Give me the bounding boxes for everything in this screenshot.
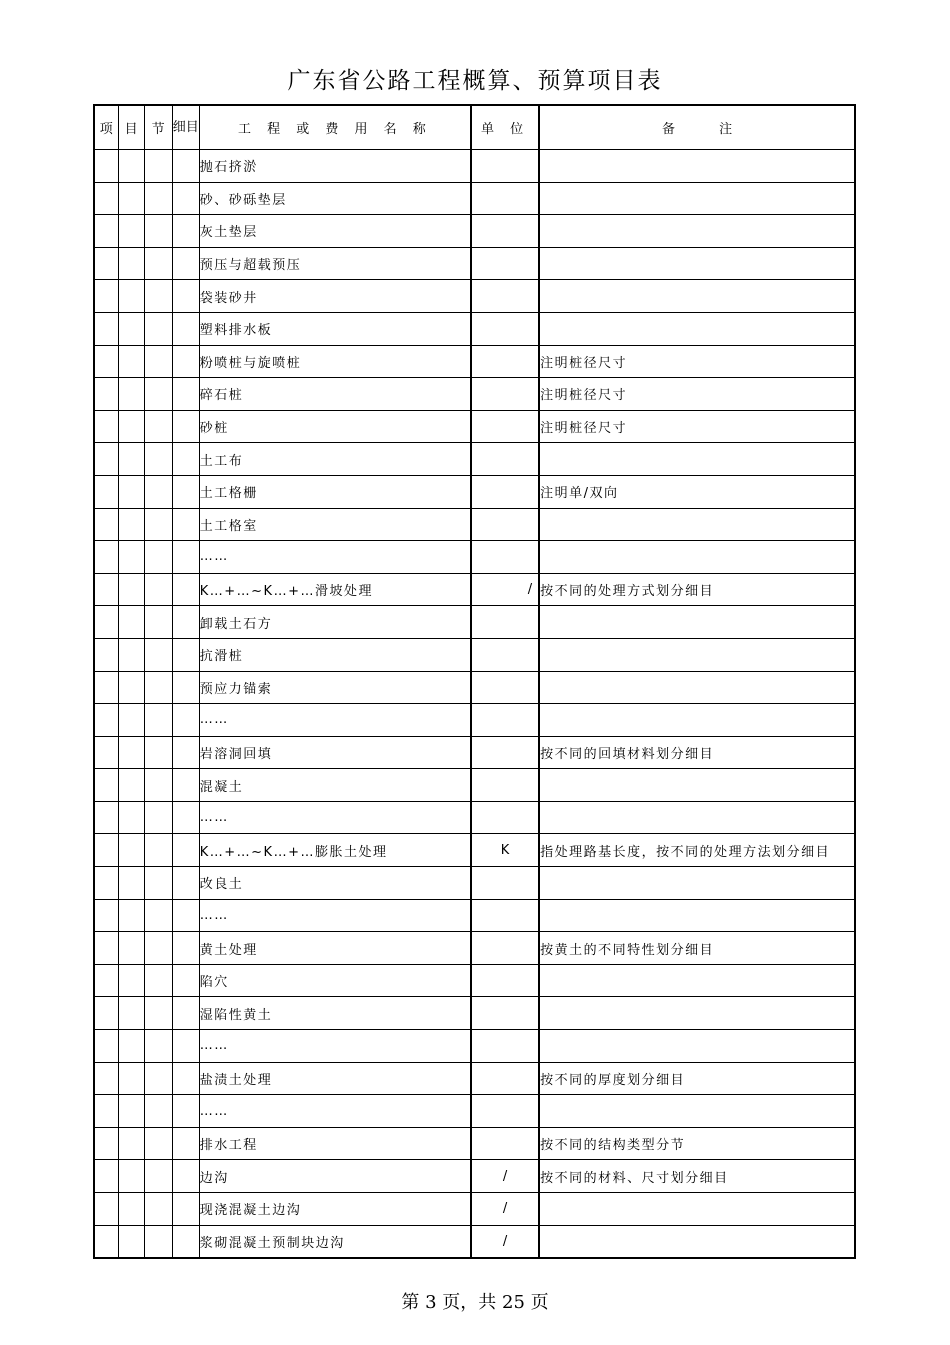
cell-note	[539, 769, 855, 802]
cell-jie	[144, 704, 172, 737]
cell-jie	[144, 1225, 172, 1258]
cell-name: 土工格室	[199, 508, 471, 541]
cell-note: 注明单/双向	[539, 475, 855, 508]
cell-unit	[471, 378, 539, 411]
cell-unit	[471, 997, 539, 1030]
cell-name: 盐渍土处理	[199, 1062, 471, 1095]
table-row	[94, 1095, 855, 1128]
cell-mu	[118, 1160, 144, 1193]
cell-xiang	[94, 736, 118, 769]
cell-xiang	[94, 378, 118, 411]
cell-mu	[118, 932, 144, 965]
cell-unit	[471, 410, 539, 443]
cell-ximu	[172, 1225, 199, 1258]
cell-ximu	[172, 1062, 199, 1095]
cell-note: 指处理路基长度，按不同的处理方法划分细目	[539, 834, 855, 867]
cell-name: 现浇混凝土边沟	[199, 1193, 471, 1226]
cell-note	[539, 867, 855, 900]
table-row	[94, 508, 855, 541]
cell-ximu	[172, 215, 199, 248]
cell-ximu	[172, 834, 199, 867]
cell-xiang	[94, 1193, 118, 1226]
page-title: 广东省公路工程概算、预算项目表	[287, 68, 663, 94]
cell-name: 碎石桩	[199, 378, 471, 411]
table-row	[94, 638, 855, 671]
table-row	[94, 247, 855, 280]
cell-name: 排水工程	[199, 1127, 471, 1160]
cell-unit	[471, 638, 539, 671]
cell-unit	[471, 704, 539, 737]
cell-unit	[471, 475, 539, 508]
cell-ximu	[172, 964, 199, 997]
cell-name: 预压与超载预压	[199, 247, 471, 280]
cell-xiang	[94, 1062, 118, 1095]
cell-note	[539, 215, 855, 248]
cell-ximu	[172, 410, 199, 443]
cell-xiang	[94, 932, 118, 965]
cell-mu	[118, 475, 144, 508]
cell-mu	[118, 1225, 144, 1258]
cell-ximu	[172, 475, 199, 508]
cell-xiang	[94, 1030, 118, 1063]
table-row	[94, 1062, 855, 1095]
cell-note	[539, 671, 855, 704]
cell-note: 注明桩径尺寸	[539, 345, 855, 378]
cell-jie	[144, 475, 172, 508]
cell-xiang	[94, 834, 118, 867]
cell-jie	[144, 671, 172, 704]
cell-jie	[144, 443, 172, 476]
table-body	[94, 150, 855, 1259]
cell-unit: /	[471, 573, 539, 606]
cell-mu	[118, 867, 144, 900]
cell-mu	[118, 736, 144, 769]
cell-ximu	[172, 280, 199, 313]
cell-xiang	[94, 280, 118, 313]
cell-note	[539, 1095, 855, 1128]
cell-ximu	[172, 150, 199, 183]
cell-mu	[118, 215, 144, 248]
cell-note	[539, 964, 855, 997]
cell-ximu	[172, 932, 199, 965]
cell-note	[539, 704, 855, 737]
cell-ximu	[172, 769, 199, 802]
cell-name: K…+…~K…+…滑坡处理	[199, 573, 471, 606]
project-table	[93, 104, 856, 1259]
cell-name: 土工布	[199, 443, 471, 476]
cell-name: 灰土垫层	[199, 215, 471, 248]
table-row	[94, 964, 855, 997]
cell-name: K…+…~K…+…膨胀土处理	[199, 834, 471, 867]
cell-ximu	[172, 541, 199, 574]
cell-unit: K	[471, 834, 539, 867]
cell-jie	[144, 1062, 172, 1095]
table-row	[94, 475, 855, 508]
cell-unit	[471, 606, 539, 639]
cell-jie	[144, 834, 172, 867]
cell-note	[539, 606, 855, 639]
cell-ximu	[172, 573, 199, 606]
cell-ximu	[172, 704, 199, 737]
cell-mu	[118, 801, 144, 834]
cell-note: 按黄土的不同特性划分细目	[539, 932, 855, 965]
cell-mu	[118, 899, 144, 932]
table-row	[94, 606, 855, 639]
cell-xiang	[94, 1127, 118, 1160]
cell-xiang	[94, 671, 118, 704]
cell-ximu	[172, 801, 199, 834]
cell-name: 预应力锚索	[199, 671, 471, 704]
cell-jie	[144, 964, 172, 997]
cell-unit	[471, 182, 539, 215]
cell-mu	[118, 1127, 144, 1160]
cell-note	[539, 638, 855, 671]
cell-mu	[118, 378, 144, 411]
cell-note	[539, 312, 855, 345]
cell-unit	[471, 280, 539, 313]
cell-note: 按不同的结构类型分节	[539, 1127, 855, 1160]
cell-name: ……	[199, 704, 471, 737]
cell-name: ……	[199, 541, 471, 574]
cell-note: 按不同的处理方式划分细目	[539, 573, 855, 606]
cell-mu	[118, 1193, 144, 1226]
header-unit: 单 位	[471, 105, 539, 150]
cell-xiang	[94, 1160, 118, 1193]
table-row	[94, 769, 855, 802]
cell-note	[539, 1030, 855, 1063]
cell-name: ……	[199, 1030, 471, 1063]
cell-jie	[144, 1193, 172, 1226]
cell-ximu	[172, 312, 199, 345]
cell-note	[539, 508, 855, 541]
cell-unit	[471, 1095, 539, 1128]
cell-unit	[471, 769, 539, 802]
table-row	[94, 345, 855, 378]
header-xiang: 项	[94, 105, 118, 150]
cell-name: 岩溶洞回填	[199, 736, 471, 769]
cell-name: 粉喷桩与旋喷桩	[199, 345, 471, 378]
cell-ximu	[172, 1160, 199, 1193]
cell-unit	[471, 443, 539, 476]
cell-unit	[471, 1127, 539, 1160]
cell-name: 改良土	[199, 867, 471, 900]
cell-jie	[144, 932, 172, 965]
cell-xiang	[94, 345, 118, 378]
cell-unit	[471, 312, 539, 345]
cell-jie	[144, 378, 172, 411]
cell-unit	[471, 736, 539, 769]
cell-unit	[471, 247, 539, 280]
cell-jie	[144, 867, 172, 900]
cell-ximu	[172, 1030, 199, 1063]
cell-unit	[471, 671, 539, 704]
cell-jie	[144, 573, 172, 606]
cell-xiang	[94, 867, 118, 900]
cell-note: 按不同的厚度划分细目	[539, 1062, 855, 1095]
cell-note	[539, 182, 855, 215]
header-jie: 节	[144, 105, 172, 150]
table-row	[94, 378, 855, 411]
cell-ximu	[172, 182, 199, 215]
header-name: 工 程 或 费 用 名 称	[199, 105, 471, 150]
cell-mu	[118, 997, 144, 1030]
cell-jie	[144, 606, 172, 639]
table-row	[94, 671, 855, 704]
table-row	[94, 312, 855, 345]
cell-mu	[118, 150, 144, 183]
cell-xiang	[94, 150, 118, 183]
cell-jie	[144, 638, 172, 671]
cell-ximu	[172, 1095, 199, 1128]
cell-mu	[118, 1030, 144, 1063]
cell-name: 塑料排水板	[199, 312, 471, 345]
cell-jie	[144, 215, 172, 248]
cell-name: 卸载土石方	[199, 606, 471, 639]
cell-ximu	[172, 736, 199, 769]
cell-jie	[144, 1160, 172, 1193]
table-row	[94, 443, 855, 476]
cell-xiang	[94, 247, 118, 280]
cell-name: ……	[199, 801, 471, 834]
cell-unit: /	[471, 1225, 539, 1258]
cell-mu	[118, 1062, 144, 1095]
cell-note: 注明桩径尺寸	[539, 410, 855, 443]
header-note	[539, 105, 855, 150]
cell-unit	[471, 964, 539, 997]
cell-mu	[118, 1095, 144, 1128]
cell-jie	[144, 410, 172, 443]
cell-note: 按不同的回填材料划分细目	[539, 736, 855, 769]
cell-jie	[144, 312, 172, 345]
cell-jie	[144, 801, 172, 834]
cell-mu	[118, 541, 144, 574]
cell-xiang	[94, 215, 118, 248]
cell-note	[539, 443, 855, 476]
cell-note	[539, 280, 855, 313]
cell-jie	[144, 736, 172, 769]
cell-unit	[471, 345, 539, 378]
cell-note	[539, 1193, 855, 1226]
cell-xiang	[94, 801, 118, 834]
cell-mu	[118, 834, 144, 867]
table-row	[94, 150, 855, 183]
cell-xiang	[94, 573, 118, 606]
cell-xiang	[94, 410, 118, 443]
cell-xiang	[94, 1225, 118, 1258]
cell-unit	[471, 508, 539, 541]
table-row	[94, 541, 855, 574]
cell-unit	[471, 899, 539, 932]
cell-name: 抛石挤淤	[199, 150, 471, 183]
cell-mu	[118, 410, 144, 443]
table-row	[94, 182, 855, 215]
cell-unit	[471, 541, 539, 574]
table-row	[94, 1160, 855, 1193]
table-row	[94, 280, 855, 313]
cell-mu	[118, 671, 144, 704]
cell-name: ……	[199, 899, 471, 932]
cell-ximu	[172, 1193, 199, 1226]
header-mu: 目	[118, 105, 144, 150]
cell-unit	[471, 801, 539, 834]
cell-note	[539, 997, 855, 1030]
cell-unit	[471, 867, 539, 900]
cell-note	[539, 150, 855, 183]
cell-unit	[471, 932, 539, 965]
cell-name: ……	[199, 1095, 471, 1128]
cell-ximu	[172, 638, 199, 671]
cell-xiang	[94, 899, 118, 932]
cell-note	[539, 801, 855, 834]
cell-mu	[118, 769, 144, 802]
cell-xiang	[94, 964, 118, 997]
table-row	[94, 1030, 855, 1063]
cell-ximu	[172, 899, 199, 932]
cell-note: 注明桩径尺寸	[539, 378, 855, 411]
cell-ximu	[172, 1127, 199, 1160]
cell-xiang	[94, 638, 118, 671]
cell-ximu	[172, 867, 199, 900]
cell-xiang	[94, 1095, 118, 1128]
cell-jie	[144, 997, 172, 1030]
cell-mu	[118, 345, 144, 378]
table-row	[94, 801, 855, 834]
cell-jie	[144, 541, 172, 574]
cell-ximu	[172, 443, 199, 476]
table-row	[94, 867, 855, 900]
cell-note: 按不同的材料、尺寸划分细目	[539, 1160, 855, 1193]
cell-mu	[118, 638, 144, 671]
table-row	[94, 834, 855, 867]
cell-note	[539, 899, 855, 932]
cell-jie	[144, 182, 172, 215]
cell-xiang	[94, 541, 118, 574]
cell-xiang	[94, 475, 118, 508]
cell-xiang	[94, 508, 118, 541]
cell-xiang	[94, 443, 118, 476]
table-row	[94, 1225, 855, 1258]
cell-jie	[144, 899, 172, 932]
cell-unit: /	[471, 1193, 539, 1226]
cell-xiang	[94, 769, 118, 802]
cell-name: 袋装砂井	[199, 280, 471, 313]
cell-jie	[144, 150, 172, 183]
header-note-text: 备 注	[661, 122, 733, 137]
cell-name: 砂、砂砾垫层	[199, 182, 471, 215]
cell-unit	[471, 215, 539, 248]
cell-jie	[144, 1030, 172, 1063]
cell-ximu	[172, 247, 199, 280]
cell-jie	[144, 769, 172, 802]
cell-jie	[144, 508, 172, 541]
cell-unit	[471, 150, 539, 183]
cell-ximu	[172, 378, 199, 411]
cell-mu	[118, 443, 144, 476]
cell-jie	[144, 1127, 172, 1160]
page-footer: 第 3 页，共 25 页	[401, 1292, 549, 1313]
table-row	[94, 573, 855, 606]
cell-unit	[471, 1030, 539, 1063]
cell-name: 黄土处理	[199, 932, 471, 965]
table-row	[94, 997, 855, 1030]
table-row	[94, 932, 855, 965]
cell-ximu	[172, 345, 199, 378]
table-row	[94, 1127, 855, 1160]
cell-ximu	[172, 671, 199, 704]
cell-xiang	[94, 182, 118, 215]
cell-mu	[118, 573, 144, 606]
cell-jie	[144, 345, 172, 378]
cell-mu	[118, 704, 144, 737]
cell-ximu	[172, 606, 199, 639]
cell-note	[539, 541, 855, 574]
cell-note	[539, 247, 855, 280]
cell-name: 土工格栅	[199, 475, 471, 508]
table-row	[94, 215, 855, 248]
cell-unit: /	[471, 1160, 539, 1193]
cell-note	[539, 1225, 855, 1258]
cell-xiang	[94, 312, 118, 345]
cell-jie	[144, 1095, 172, 1128]
cell-xiang	[94, 997, 118, 1030]
cell-name: 砂桩	[199, 410, 471, 443]
cell-mu	[118, 182, 144, 215]
cell-mu	[118, 508, 144, 541]
cell-mu	[118, 280, 144, 313]
cell-name: 湿陷性黄土	[199, 997, 471, 1030]
cell-unit	[471, 1062, 539, 1095]
cell-name: 陷穴	[199, 964, 471, 997]
cell-jie	[144, 280, 172, 313]
table-row	[94, 410, 855, 443]
header-ximu: 细目	[172, 105, 199, 150]
table-row	[94, 899, 855, 932]
cell-name: 抗滑桩	[199, 638, 471, 671]
cell-name: 浆砌混凝土预制块边沟	[199, 1225, 471, 1258]
cell-mu	[118, 247, 144, 280]
table-row	[94, 704, 855, 737]
table-row	[94, 736, 855, 769]
cell-jie	[144, 247, 172, 280]
cell-mu	[118, 312, 144, 345]
cell-ximu	[172, 997, 199, 1030]
table-row	[94, 1193, 855, 1226]
cell-ximu	[172, 508, 199, 541]
table-header-row	[94, 105, 855, 150]
cell-xiang	[94, 704, 118, 737]
cell-mu	[118, 606, 144, 639]
cell-xiang	[94, 606, 118, 639]
cell-name: 边沟	[199, 1160, 471, 1193]
cell-mu	[118, 964, 144, 997]
cell-name: 混凝土	[199, 769, 471, 802]
